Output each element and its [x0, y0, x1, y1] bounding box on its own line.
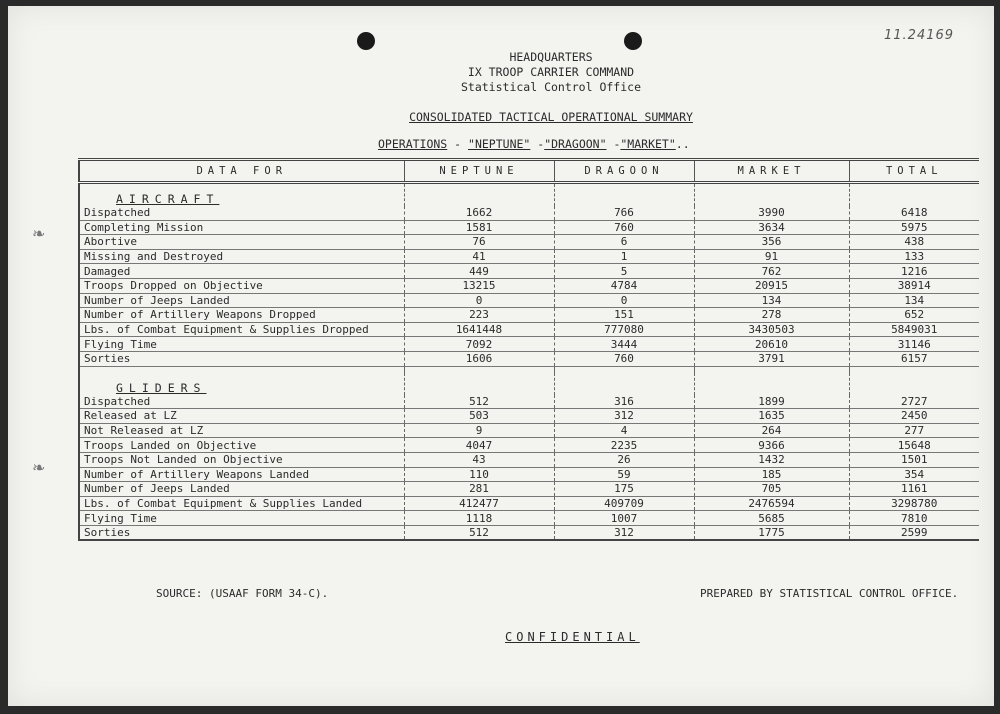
table-cell: 185 — [694, 467, 849, 482]
table-cell: 2599 — [849, 525, 979, 540]
row-label: Sorties — [79, 351, 404, 366]
operation-market: "MARKET" — [620, 137, 676, 151]
table-cell: 4784 — [554, 278, 694, 293]
table-cell: 3430503 — [694, 322, 849, 337]
table-cell-empty — [404, 373, 554, 395]
table-row — [79, 249, 979, 264]
row-label: Troops Landed on Objective — [79, 438, 404, 453]
table-cell: 4 — [554, 423, 694, 438]
table-cell: 0 — [554, 293, 694, 308]
operations-line — [378, 137, 690, 151]
margin-mark-2: ❧ — [32, 458, 46, 477]
table-cell: 76 — [404, 235, 554, 250]
table-cell: 3990 — [694, 206, 849, 220]
table-cell: 151 — [554, 308, 694, 323]
table-cell: 1161 — [849, 482, 979, 497]
table-cell: 9 — [404, 423, 554, 438]
table-cell-empty — [694, 373, 849, 395]
table-row — [79, 308, 979, 323]
table-cell: 3298780 — [849, 496, 979, 511]
table-cell: 4047 — [404, 438, 554, 453]
table-cell: 1635 — [694, 409, 849, 424]
table-row — [79, 395, 979, 409]
aircraft-section-label: AIRCRAFT — [79, 183, 404, 207]
operations-sep-1: - — [447, 137, 469, 151]
row-label: Dispatched — [79, 206, 404, 220]
row-label: Not Released at LZ — [79, 423, 404, 438]
table-cell: 134 — [849, 293, 979, 308]
table-cell: 134 — [694, 293, 849, 308]
table-row — [79, 496, 979, 511]
table-cell: 705 — [694, 482, 849, 497]
table-cell-empty — [694, 183, 849, 207]
row-label: Troops Dropped on Objective — [79, 278, 404, 293]
column-header-data-for: DATA FOR — [79, 160, 404, 183]
table-cell: 1641448 — [404, 322, 554, 337]
table-cell: 766 — [554, 206, 694, 220]
table-cell: 5975 — [849, 220, 979, 235]
table-cell: 91 — [694, 249, 849, 264]
table-cell: 13215 — [404, 278, 554, 293]
table-cell: 316 — [554, 395, 694, 409]
table-cell: 277 — [849, 423, 979, 438]
table-cell: 2235 — [554, 438, 694, 453]
table-cell: 5849031 — [849, 322, 979, 337]
operations-sep-3: - — [606, 137, 621, 151]
table-cell: 133 — [849, 249, 979, 264]
punch-hole-left — [357, 32, 375, 50]
table-cell: 2727 — [849, 395, 979, 409]
table-cell: 1581 — [404, 220, 554, 235]
table-cell: 223 — [404, 308, 554, 323]
table-row — [79, 452, 979, 467]
row-label: Completing Mission — [79, 220, 404, 235]
row-label: Damaged — [79, 264, 404, 279]
table-cell: 2476594 — [694, 496, 849, 511]
header-line-3: Statistical Control Office — [460, 80, 641, 94]
row-label: Number of Jeeps Landed — [79, 482, 404, 497]
table-cell: 3791 — [694, 351, 849, 366]
row-label: Flying Time — [79, 337, 404, 352]
table-cell: 1775 — [694, 525, 849, 540]
row-label: Lbs. of Combat Equipment & Supplies Dropped — [79, 322, 404, 337]
table-cell: 1899 — [694, 395, 849, 409]
table-cell: 20915 — [694, 278, 849, 293]
table-row — [79, 220, 979, 235]
table-row — [79, 322, 979, 337]
operations-sep-2: - — [530, 137, 545, 151]
table-row — [79, 438, 979, 453]
table-header-row — [79, 160, 979, 183]
row-label: Sorties — [79, 525, 404, 540]
aircraft-section-row — [79, 183, 979, 207]
table-cell: 312 — [554, 409, 694, 424]
table-cell: 43 — [404, 452, 554, 467]
punch-hole-right — [624, 32, 642, 50]
table-cell: 438 — [849, 235, 979, 250]
table-cell: 1501 — [849, 452, 979, 467]
table-cell: 5 — [554, 264, 694, 279]
table-row — [79, 409, 979, 424]
document-number: 11.24169 — [884, 28, 955, 43]
header-line-2: IX TROOP CARRIER COMMAND — [467, 65, 635, 79]
table-cell: 354 — [849, 467, 979, 482]
table-cell: 31146 — [849, 337, 979, 352]
table-cell: 38914 — [849, 278, 979, 293]
row-label: Number of Artillery Weapons Dropped — [79, 308, 404, 323]
table-cell: 512 — [404, 525, 554, 540]
table-cell: 278 — [694, 308, 849, 323]
table-cell: 409709 — [554, 496, 694, 511]
classification-label: CONFIDENTIAL — [505, 630, 640, 644]
row-label: Troops Not Landed on Objective — [79, 452, 404, 467]
table-cell: 5685 — [694, 511, 849, 526]
table-cell: 760 — [554, 220, 694, 235]
table-cell: 59 — [554, 467, 694, 482]
source-note: SOURCE: (USAAF FORM 34-C). — [156, 587, 329, 600]
operations-suffix: .. — [675, 137, 690, 151]
row-label: Flying Time — [79, 511, 404, 526]
row-label: Abortive — [79, 235, 404, 250]
table-cell: 503 — [404, 409, 554, 424]
column-header-neptune: NEPTUNE — [404, 160, 554, 183]
table-cell: 762 — [694, 264, 849, 279]
operation-dragoon: "DRAGOON" — [544, 137, 607, 151]
table-cell: 7810 — [849, 511, 979, 526]
table-row — [79, 467, 979, 482]
table-cell: 0 — [404, 293, 554, 308]
table-cell: 1432 — [694, 452, 849, 467]
table-cell: 412477 — [404, 496, 554, 511]
margin-mark-1: ❧ — [32, 224, 46, 243]
table-cell: 3444 — [554, 337, 694, 352]
table-row — [79, 511, 979, 526]
table-cell: 41 — [404, 249, 554, 264]
table-cell: 20610 — [694, 337, 849, 352]
operation-neptune: "NEPTUNE" — [468, 137, 531, 151]
table-row — [79, 351, 979, 366]
table-row — [79, 423, 979, 438]
table-cell: 1216 — [849, 264, 979, 279]
table-cell: 449 — [404, 264, 554, 279]
gliders-section-label: GLIDERS — [79, 373, 404, 395]
table-cell: 356 — [694, 235, 849, 250]
operations-prefix: OPERATIONS — [378, 137, 448, 151]
table-row — [79, 525, 979, 540]
document-title: CONSOLIDATED TACTICAL OPERATIONAL SUMMARY — [409, 110, 693, 124]
table-cell: 2450 — [849, 409, 979, 424]
table-cell: 6157 — [849, 351, 979, 366]
row-label: Released at LZ — [79, 409, 404, 424]
row-label: Number of Artillery Weapons Landed — [79, 467, 404, 482]
table-cell: 777080 — [554, 322, 694, 337]
table-cell: 26 — [554, 452, 694, 467]
table-cell: 6 — [554, 235, 694, 250]
row-label: Number of Jeeps Landed — [79, 293, 404, 308]
row-label: Dispatched — [79, 395, 404, 409]
column-header-dragoon: DRAGOON — [554, 160, 694, 183]
table-row — [79, 278, 979, 293]
header-line-1: HEADQUARTERS — [509, 50, 593, 64]
operations-summary-table — [78, 158, 979, 541]
table-cell: 3634 — [694, 220, 849, 235]
column-header-market: MARKET — [694, 160, 849, 183]
table-cell: 6418 — [849, 206, 979, 220]
table-cell: 175 — [554, 482, 694, 497]
table-row — [79, 293, 979, 308]
table-row — [79, 337, 979, 352]
table-cell-empty — [404, 183, 554, 207]
table-cell: 15648 — [849, 438, 979, 453]
table-cell-empty — [849, 183, 979, 207]
prepared-by-note: PREPARED BY STATISTICAL CONTROL OFFICE. — [700, 587, 959, 600]
table-cell: 312 — [554, 525, 694, 540]
column-header-total: TOTAL — [849, 160, 979, 183]
table-cell: 281 — [404, 482, 554, 497]
table-cell-empty — [849, 373, 979, 395]
table-cell-empty — [554, 183, 694, 207]
table-row — [79, 235, 979, 250]
table-row — [79, 264, 979, 279]
table-cell: 264 — [694, 423, 849, 438]
table-cell: 512 — [404, 395, 554, 409]
gliders-section-row — [79, 373, 979, 395]
table-cell: 1007 — [554, 511, 694, 526]
row-label: Missing and Destroyed — [79, 249, 404, 264]
table-cell: 760 — [554, 351, 694, 366]
table-cell-empty — [554, 373, 694, 395]
table-cell: 1118 — [404, 511, 554, 526]
table-row — [79, 482, 979, 497]
table-cell: 7092 — [404, 337, 554, 352]
row-label: Lbs. of Combat Equipment & Supplies Landed — [79, 496, 404, 511]
table-cell: 652 — [849, 308, 979, 323]
table-cell: 9366 — [694, 438, 849, 453]
table-cell: 1606 — [404, 351, 554, 366]
table-cell: 110 — [404, 467, 554, 482]
table-cell: 1662 — [404, 206, 554, 220]
table-cell: 1 — [554, 249, 694, 264]
table-row — [79, 206, 979, 220]
